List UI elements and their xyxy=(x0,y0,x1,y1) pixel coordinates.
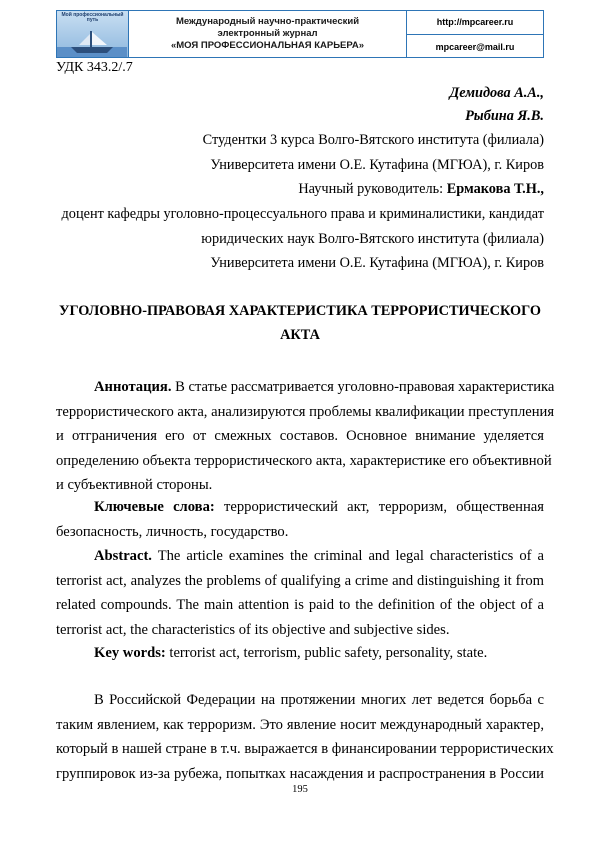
abstract-text: The article examines the criminal and legal characteristics of a xyxy=(151,548,544,564)
supervisor-position: юридических наук Волго-Вятского института (филиала) xyxy=(201,231,544,247)
text-line: таким явлением, как терроризм. Это явление носит международный характер, xyxy=(56,716,544,733)
body-paragraph xyxy=(56,688,554,786)
keywords-ru-text: террористический акт, терроризм, общественная xyxy=(214,499,544,515)
text-line xyxy=(56,495,544,520)
text-line: безопасность, личность, государство. xyxy=(56,523,289,540)
text-line xyxy=(56,375,555,400)
journal-title xyxy=(129,11,407,57)
text-line: terrorist act, analyzes the problems of qualifying a crime and distinguishing it from xyxy=(56,572,544,589)
contacts-divider xyxy=(407,34,543,35)
author-name: Рыбина Я.В. xyxy=(465,108,544,124)
article-title-line: АКТА xyxy=(280,327,320,343)
text-line: определению объекта террористического акта, характеристике его объективной xyxy=(56,452,552,469)
journal-email-link[interactable]: mpcareer@mail.ru xyxy=(435,42,515,52)
ship-logo-icon xyxy=(57,27,127,57)
text-line: террористического акта, анализируются проблемы квалификации преступления xyxy=(56,403,555,420)
article-title xyxy=(56,299,544,347)
supervisor-position: Университета имени О.Е. Кутафина (МГЮА), г. Киров xyxy=(210,255,544,271)
text-line: и субъективной стороны. xyxy=(56,477,213,493)
journal-url-link[interactable]: http://mpcareer.ru xyxy=(436,17,514,27)
annotation-label: Аннотация. xyxy=(94,379,172,395)
author-name: Демидова А.А., xyxy=(449,85,544,101)
text-line: и отграничения его от смежных составов. Основное внимание уделяется xyxy=(56,428,544,444)
journal-contacts xyxy=(407,11,543,57)
text-line xyxy=(56,641,544,666)
supervisor-line xyxy=(298,181,544,198)
text-line: related compounds. The main attention is paid to the definition of the object of a xyxy=(56,597,544,613)
text-line: который в нашей стране в т.ч. выражается в финансировании террористических xyxy=(56,741,554,757)
journal-title-line: Международный научно-практический xyxy=(175,16,360,27)
text-line: группировок из-за рубежа, попытках насаждения и распространения в России xyxy=(56,765,544,782)
keywords-en-paragraph xyxy=(56,641,544,666)
journal-header xyxy=(56,10,544,58)
supervisor-position: доцент кафедры уголовно-процессуального права и криминалистики, кандидат xyxy=(61,206,544,222)
annotation-paragraph xyxy=(56,375,555,498)
abstract-en-paragraph xyxy=(56,544,544,642)
keywords-ru-label: Ключевые слова: xyxy=(94,499,215,515)
text-line xyxy=(56,544,544,569)
keywords-en-label: Key words: xyxy=(94,645,166,661)
annotation-text: В статье рассматривается уголовно-правовая характеристика xyxy=(171,379,555,395)
page-number: 195 xyxy=(292,784,308,795)
abstract-label: Abstract. xyxy=(94,548,152,564)
keywords-ru-paragraph xyxy=(56,495,544,544)
supervisor-name: Ермакова Т.Н., xyxy=(446,181,544,197)
affiliation-line: Университета имени О.Е. Кутафина (МГЮА), г. Киров xyxy=(210,157,544,173)
logo-text: Мой профессиональный путь xyxy=(61,12,124,23)
journal-title-line: «МОЯ ПРОФЕССИОНАЛЬНАЯ КАРЬЕРА» xyxy=(170,40,365,51)
supervisor-label: Научный руководитель: xyxy=(298,181,447,197)
journal-title-line: электронный журнал xyxy=(217,28,318,39)
text-line: В Российской Федерации на протяжении многих лет ведется борьба с xyxy=(94,692,544,708)
article-title-line: УГОЛОВНО-ПРАВОВАЯ ХАРАКТЕРИСТИКА ТЕРРОРИСТИЧЕСКОГО xyxy=(59,303,541,319)
text-line: terrorist act, the characteristics of its objective and subjective sides. xyxy=(56,621,450,638)
affiliation-line: Студентки 3 курса Волго-Вятского института (филиала) xyxy=(202,132,544,148)
journal-logo xyxy=(57,11,129,57)
udc-code: УДК 343.2/.7 xyxy=(56,60,133,75)
keywords-en-text: terrorist act, terrorism, public safety, personality, state. xyxy=(165,645,488,661)
